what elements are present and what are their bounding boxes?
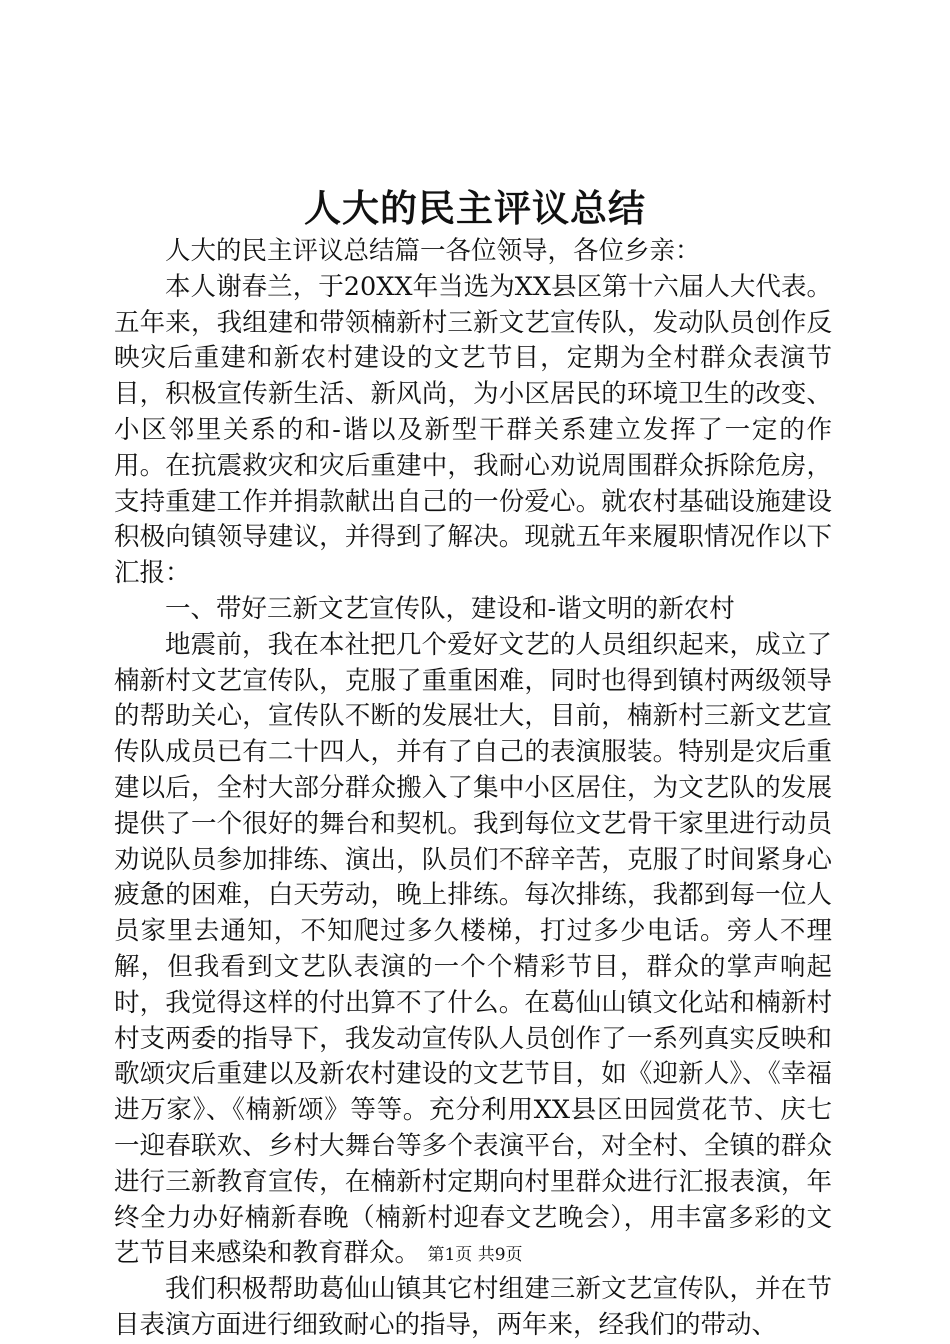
document-title: 人大的民主评议总结 xyxy=(304,186,646,230)
section-heading-1: 一、带好三新文艺宣传队，建设和-谐文明的新农村 xyxy=(165,593,735,624)
paragraph-greeting: 人大的民主评议总结篇一各位领导，各位乡亲： xyxy=(165,236,701,266)
paragraph-earthquake: 地震前，我在本社把几个爱好文艺的人员组织起来，成立了楠新村文艺宣传队，克服了重重困难，同时也得到镇村两级领导的帮助关心，宣传队不断的发展壮大，目前，楠新村三新文艺宣传队成员已有二十四人，并有了自己的表演服装。特别是灾后重建以后，全村大部分群众搬入了集中小区居住，为文艺队的发展提供了一个很好的舞台和契机。我到每位文艺骨干家里进行动员劝说队员参加排练、演出，队员们不辞辛苦，克服了时间紧身心疲惫的困难，白天劳动，晚上排练。每次排练，我都到每一位人员家里去通知，不知爬过多久楼梯，打过多少电话。旁人不理解，但我看到文艺队表演的一个个精彩节目，群众的掌声响起时，我觉得这样的付出算不了什么。在葛仙山镇文化站和楠新村村支两委的指导下，我发动宣传队人员创作了一系列真实反映和歌颂灾后重建以及新农村建设的文艺节目，如《迎新人》、《幸福进万家》、《楠新颂》等等。充分利用XX县区田园赏花节、庆七一迎春联欢、乡村大舞台等多个表演平台，对全村、全镇的群众进行三新教育宣传，在楠新村定期向村里群众进行汇报表演，年终全力办好楠新春晚（楠新村迎春文艺晚会），用丰富多彩的文艺节目来感染和教育群众。 xyxy=(114,629,832,1269)
document-body xyxy=(114,234,832,1344)
paragraph-help-villages: 我们积极帮助葛仙山镇其它村组建三新文艺宣传队，并在节目表演方面进行细致耐心的指导，两年来，经我们的带动、 xyxy=(114,1274,832,1340)
paragraph-introduction: 本人谢春兰，于20XX年当选为XX县区第十六届人大代表。五年来，我组建和带领楠新村三新文艺宣传队，发动队员创作反映灾后重建和新农村建设的文艺节目，定期为全村群众表演节目，积极宣传新生活、新风尚，为小区居民的环境卫生的改变、小区邻里关系的和-谐以及新型干群关系建立发挥了一定的作用。在抗震救灾和灾后重建中，我耐心劝说周围群众拆除危房，支持重建工作并捐款献出自己的一份爱心。就农村基础设施建设积极向镇领导建议，并得到了解决。现就五年来履职情况作以下汇报： xyxy=(114,271,832,589)
page-footer: 第1页 共9页 xyxy=(427,1245,523,1265)
